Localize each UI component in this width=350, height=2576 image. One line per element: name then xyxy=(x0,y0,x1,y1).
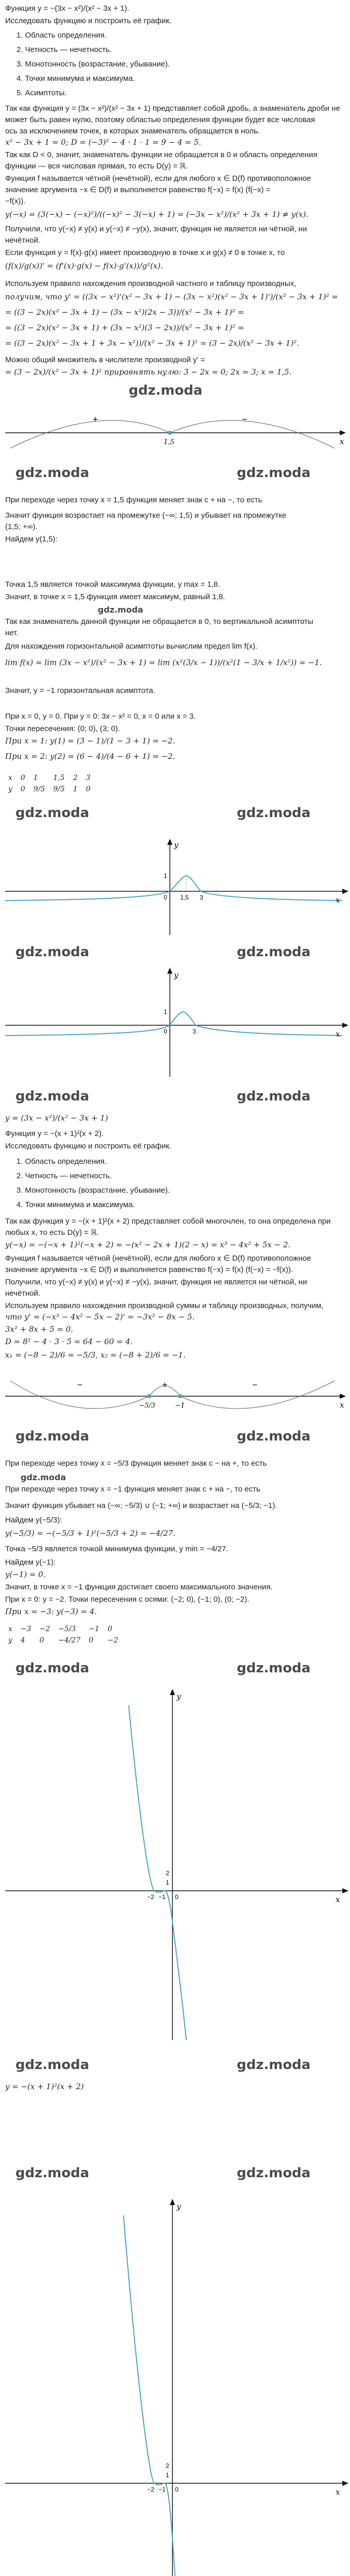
text-line: нечётной. xyxy=(5,1289,41,1298)
task-header: Функция y = −(x + 1)²(x + 2). xyxy=(5,1129,104,1138)
equation-line: y(−1) = 0. xyxy=(5,1570,46,1579)
watermark: gdz.moda xyxy=(15,1660,90,1676)
graph-y-label: y xyxy=(177,2202,181,2211)
graph-tick: −1 xyxy=(159,2486,166,2493)
table-row xyxy=(8,1635,126,1646)
text-line: любых x, то есть D(y) = ℝ. xyxy=(5,1228,99,1237)
table-row xyxy=(8,773,98,783)
list-item: 3. Монотонность (возрастание, убывание). xyxy=(16,1186,170,1195)
table-cell: y xyxy=(8,785,12,794)
equation-line: что y' = (−x³ − 4x² − 5x − 2)' = −3x² − 8x − 5. xyxy=(5,1312,195,1321)
table-cell: x xyxy=(8,1625,12,1633)
text-line: ось за исключением точек, в которых знаменатель обращается в ноль. xyxy=(5,127,260,135)
text-line: Значит функция убывает на (−∞; −5/3) ∪ (−1; +∞) и возрастает на (−5/3; −1). xyxy=(5,1501,277,1510)
list-item: 4. Точки минимума и максимума. xyxy=(16,1200,135,1209)
equation-line: = (3 − 2x)/(x² − 3x + 1)² приравнять нулю: 3 − 2x = 0; 2x = 3; x = 1,5. xyxy=(5,367,292,377)
svg-text:+: + xyxy=(93,414,98,425)
list-item: 1. Область определения. xyxy=(16,1157,107,1166)
graph-tick: −2 xyxy=(147,2486,154,2493)
graph-x-label: x xyxy=(336,1029,340,1039)
watermark: gdz.moda xyxy=(15,1089,90,1104)
axis-point-label: −1 xyxy=(175,1402,185,1410)
watermark: gdz.moda xyxy=(15,805,90,821)
graph-tick: 1 xyxy=(166,2471,169,2479)
watermark: gdz.moda xyxy=(15,2165,90,2181)
text-line: может быть равен нулю, поэтому областью определения функции будет все числовая xyxy=(5,115,316,124)
text-line: Точки пересечения: (0; 0), (3; 0). xyxy=(5,724,120,733)
graph-tick: 2 xyxy=(166,1870,169,1877)
equation-line: При x = −3: y(−3) = 4. xyxy=(5,1607,97,1616)
text-line: Значит, в точке x = 1,5 функция имеет максимум, равный 1,8. xyxy=(5,592,225,601)
function-graph-2 xyxy=(0,963,350,1082)
function-graph-1 xyxy=(0,824,350,938)
table-row xyxy=(8,1624,126,1634)
text-line: Получили, что y(−x) ≠ y(x) и y(−x) ≠ −y(x), значит, функция не является ни чётной, ни xyxy=(5,225,307,233)
equation-line: = ((3 − 2x)(x² − 3x + 1) − (3x − x²)(2x − 3))/(x² − 3x + 1)² = xyxy=(5,308,244,317)
table-cell: 0 xyxy=(85,785,91,794)
graph-origin: 0 xyxy=(164,894,167,901)
text-line: (1,5; +∞). xyxy=(5,522,38,531)
equation-line: (f(x)/g(x))' = (f'(x)·g(x) − f(x)·g'(x))/g²(x). xyxy=(5,261,163,270)
graph-origin: 0 xyxy=(164,1028,167,1035)
equation-line: y(−5/3) = −(−5/3 + 1)²(−5/3 + 2) = −4/27. xyxy=(5,1529,176,1538)
graph-tick: 1,5 xyxy=(180,894,189,901)
equation-line: lim f(x) = lim (3x − x²)/(x² − 3x + 1) = lim (x²(3/x − 1))/(x²(1 − 3/x + 1/x²)) = −1. xyxy=(5,658,322,667)
list-item: 3. Монотонность (возрастание, убывание). xyxy=(16,60,170,69)
text-line: Для нахождения горизонтальной асимптоты вычислим предел lim f(x). xyxy=(5,642,258,651)
text-line: Значит функция возрастает на промежутке (−∞; 1,5) и убывает на промежутке xyxy=(5,511,287,520)
axis-label-x: x xyxy=(340,1400,344,1410)
equation-line: x₁ = (−8 − 2)/6 = −5/3, x₂ = (−8 + 2)/6 = −1. xyxy=(5,1350,186,1360)
graph-y-label: y xyxy=(174,840,179,850)
graph-y-label: y xyxy=(177,1692,181,1701)
text-line: При переходе через точку x = −5/3 функция меняет знак с − на +, то есть xyxy=(5,1459,267,1468)
table-cell: −2 xyxy=(39,1625,50,1633)
text-line: нет. xyxy=(5,629,19,637)
text-line: функции — вся числовая прямая, то есть D(y) = ℝ. xyxy=(5,162,188,171)
list-item: 4. Точки минимума и максимума. xyxy=(16,74,135,83)
table-cell: 0 xyxy=(20,785,25,794)
graph-tick: 1 xyxy=(166,1879,169,1886)
text-line: Найдем y(−1): xyxy=(5,1558,56,1567)
watermark: gdz.moda xyxy=(237,2165,311,2181)
table-row xyxy=(8,784,98,794)
watermark: gdz.moda xyxy=(237,944,311,960)
equation-line: x² − 3x + 1 = 0; D = (−3)² − 4 · 1 · 1 = 9 − 4 = 5. xyxy=(5,138,201,147)
text-line: Так как D < 0, значит, знаменатель функции не обращается в 0 и область определения xyxy=(5,150,318,159)
graph-caption: y = (3x − x²)/(x² − 3x + 1) xyxy=(5,1113,108,1123)
equation-line: = ((3 − 2x)(x² − 3x + 1 + 3x − x²))/(x² − 3x + 1)² = (3 − 2x)/(x² − 3x + 1)². xyxy=(5,338,300,348)
sign-axis-figure xyxy=(0,1370,350,1417)
table-cell: 1 xyxy=(33,774,38,782)
svg-text:+: + xyxy=(162,1380,168,1390)
table-cell: −4/27 xyxy=(58,1636,81,1645)
sign-axis-figure xyxy=(0,407,350,453)
text-line: Точка −5/3 является точкой минимума функции, y min = −4/27. xyxy=(5,1545,229,1553)
table-cell: 3 xyxy=(85,774,91,782)
table-cell: 0 xyxy=(39,1636,44,1645)
table-cell: 1,5 xyxy=(53,774,65,782)
table-cell: 1 xyxy=(73,785,78,794)
value-table xyxy=(7,1623,127,1647)
watermark: gdz.moda xyxy=(129,383,203,398)
table-cell: 9/5 xyxy=(53,785,65,794)
equation-line: y(−x) = (3(−x) − (−x)²)/((−x)² − 3(−x) + 1) = (−3x − x²)/(x² + 3x + 1) ≠ y(x). xyxy=(5,210,309,219)
task-intro: Исследовать функцию и построить её график. xyxy=(5,1142,171,1150)
watermark: gdz.moda xyxy=(237,2057,311,2073)
text-line: Если функция y = f(x)·g(x) имеет производную в точке x и g(x) ≠ 0 в точке x, то xyxy=(5,248,285,257)
graph-origin: 0 xyxy=(175,1893,179,1901)
watermark: gdz.moda xyxy=(15,944,90,960)
graph-x-label: x xyxy=(336,1895,340,1904)
graph-tick: 2 xyxy=(166,2462,169,2469)
watermark: gdz.moda xyxy=(15,465,90,481)
table-cell: 0 xyxy=(20,774,25,782)
equation-line: y(−x) = −(−x + 1)²(−x + 2) = −(x² − 2x + 1)(2 − x) = x³ − 4x² + 5x − 2. xyxy=(5,1240,291,1249)
watermark: gdz.moda xyxy=(237,465,311,481)
table-cell: y xyxy=(8,1636,12,1645)
svg-text:−: − xyxy=(252,1380,258,1390)
graph-origin: 0 xyxy=(175,2486,179,2493)
text-line: При x = 0: y = −2. Точки пересечения с осями: (−2; 0), (−1; 0), (0; −2). xyxy=(5,1595,250,1604)
text-line: Используем правило нахождения производной суммы и таблицу производных, получим, xyxy=(5,1301,324,1310)
svg-text:−: − xyxy=(77,1380,83,1390)
function-graph-4 xyxy=(0,2195,350,2576)
text-line: нечётной. xyxy=(5,236,41,245)
text-line: Можно общий множитель в числителе производной y' = xyxy=(5,355,205,364)
table-cell: −3 xyxy=(20,1625,31,1633)
function-graph-3 xyxy=(0,1685,350,2045)
graph-tick: 1 xyxy=(164,1008,167,1015)
text-line: Так как знаменатель данной функции не обращается в 0, то вертикальной асимптоты xyxy=(5,617,313,626)
axis-point-label: −5/3 xyxy=(139,1402,155,1410)
watermark: gdz.moda xyxy=(15,2057,90,2073)
task-header: Функция y = −(3x − x²)/(x² − 3x + 1). xyxy=(5,4,129,13)
graph-tick: −1 xyxy=(159,1893,166,1901)
watermark: gdz.moda xyxy=(98,605,144,615)
text-line: Найдем y(−5/3): xyxy=(5,1516,62,1524)
list-item: 1. Область определения. xyxy=(16,31,107,40)
watermark: gdz.moda xyxy=(21,1472,66,1482)
value-table xyxy=(7,772,99,796)
text-line: Значит, в точке x = −1 функция достигает своего максимального значения. xyxy=(5,1583,273,1591)
graph-caption: y = −(x + 1)²(x + 2) xyxy=(5,2082,84,2091)
equation-line: 3x² + 8x + 5 = 0. xyxy=(5,1325,74,1334)
watermark: gdz.moda xyxy=(237,1660,311,1676)
equation-line: При x = 1: y(1) = (3 − 1)/(1 − 3 + 1) = −2. xyxy=(5,736,176,745)
watermark: gdz.moda xyxy=(237,1089,311,1104)
table-cell: x xyxy=(8,774,12,782)
task-intro: Исследовать функцию и построить её график. xyxy=(5,16,171,25)
equation-line: = ((3 − 2x)(x² − 3x + 1) + (3x − x²)(3 − 2x))/(x² − 3x + 1)² = xyxy=(5,323,244,332)
text-line: При переходе через точку x = −1 функция меняет знак с + на −, то есть xyxy=(5,1485,260,1494)
table-cell: 0 xyxy=(108,1625,112,1633)
table-cell: −1 xyxy=(89,1625,100,1633)
list-item: 2. Четность — нечетность. xyxy=(16,1172,112,1180)
watermark: gdz.moda xyxy=(15,1429,90,1444)
table-cell: 4 xyxy=(20,1636,25,1645)
text-line: Функция f называется чётной (нечётной), если для любого x ∈ D(f) противоположное xyxy=(5,174,311,183)
list-item: 2. Четность — нечетность. xyxy=(16,45,112,54)
svg-text:−: − xyxy=(242,414,248,425)
text-line: При переходе через точку x = 1,5 функция меняет знак с + на −, то есть xyxy=(5,496,262,504)
text-line: Используем правило нахождения производной частного и таблицу производных, xyxy=(5,279,296,288)
table-cell: −5/3 xyxy=(58,1625,76,1633)
watermark: gdz.moda xyxy=(237,1429,311,1444)
axis-label-x: x xyxy=(340,437,344,446)
text-line: Получили, что y(−x) ≠ y(x) и y(−x) ≠ −y(x), значит, функция не является ни чётной, ни xyxy=(5,1278,307,1286)
text-line: Точка 1,5 является точкой максимума функции, y max = 1,8. xyxy=(5,580,220,589)
text-line: Так как функция y = −(x + 1)²(x + 2) представляет собой многочлен, то она определена при xyxy=(5,1217,331,1226)
table-cell: 2 xyxy=(73,774,78,782)
text-line: Функция f называется чётной (нечётной), если для любого x ∈ D(f) противоположное xyxy=(5,1254,311,1263)
graph-tick: 3 xyxy=(200,894,203,901)
equation-line: D = 8² − 4 · 3 · 5 = 64 − 60 = 4. xyxy=(5,1337,133,1346)
table-cell: 0 xyxy=(89,1636,94,1645)
text-line: значение аргумента −x ∈ D(f) и выполняется равенство f(−x) = f(x) (f(−x) = xyxy=(5,185,271,194)
graph-x-label: x xyxy=(336,2487,340,2497)
graph-tick: 3 xyxy=(192,1028,196,1035)
table-cell: −2 xyxy=(108,1636,118,1645)
text-line: −f(x)). xyxy=(5,197,26,206)
list-item: 5. Асимптоты. xyxy=(16,89,67,97)
graph-y-label: y xyxy=(174,971,179,980)
watermark: gdz.moda xyxy=(237,805,311,821)
graph-tick: 1 xyxy=(164,872,167,879)
equation-line: При x = 2: y(2) = (6 − 4)/(4 − 6 + 1) = −2. xyxy=(5,752,176,761)
graph-tick: −2 xyxy=(147,1893,154,1901)
axis-point-label: 1,5 xyxy=(164,438,174,446)
graph-x-label: x xyxy=(336,895,340,905)
text-line: Значит, y = −1 горизонтальная асимптота. xyxy=(5,686,155,695)
text-line: Найдем y(1,5): xyxy=(5,535,58,544)
text-line: При x = 0, y = 0. При y = 0: 3x − x² = 0, x = 0 или x = 3. xyxy=(5,712,196,721)
text-line: значение аргумента −x ∈ D(f) и выполняется равенство f(−x) = f(x) (f(−x) = −f(x)). xyxy=(5,1265,293,1274)
text-line: Так как функция y = (3x − x²)/(x² − 3x + 1) представляет собой дробь, а знаменатель дроби не xyxy=(5,104,340,113)
table-cell: 9/5 xyxy=(33,785,45,794)
equation-line: получим, что y' = ((3x − x²)'(x² − 3x + 1) − (3x − x²)(x² − 3x + 1)')/(x² − 3x + 1)² = xyxy=(5,292,338,301)
